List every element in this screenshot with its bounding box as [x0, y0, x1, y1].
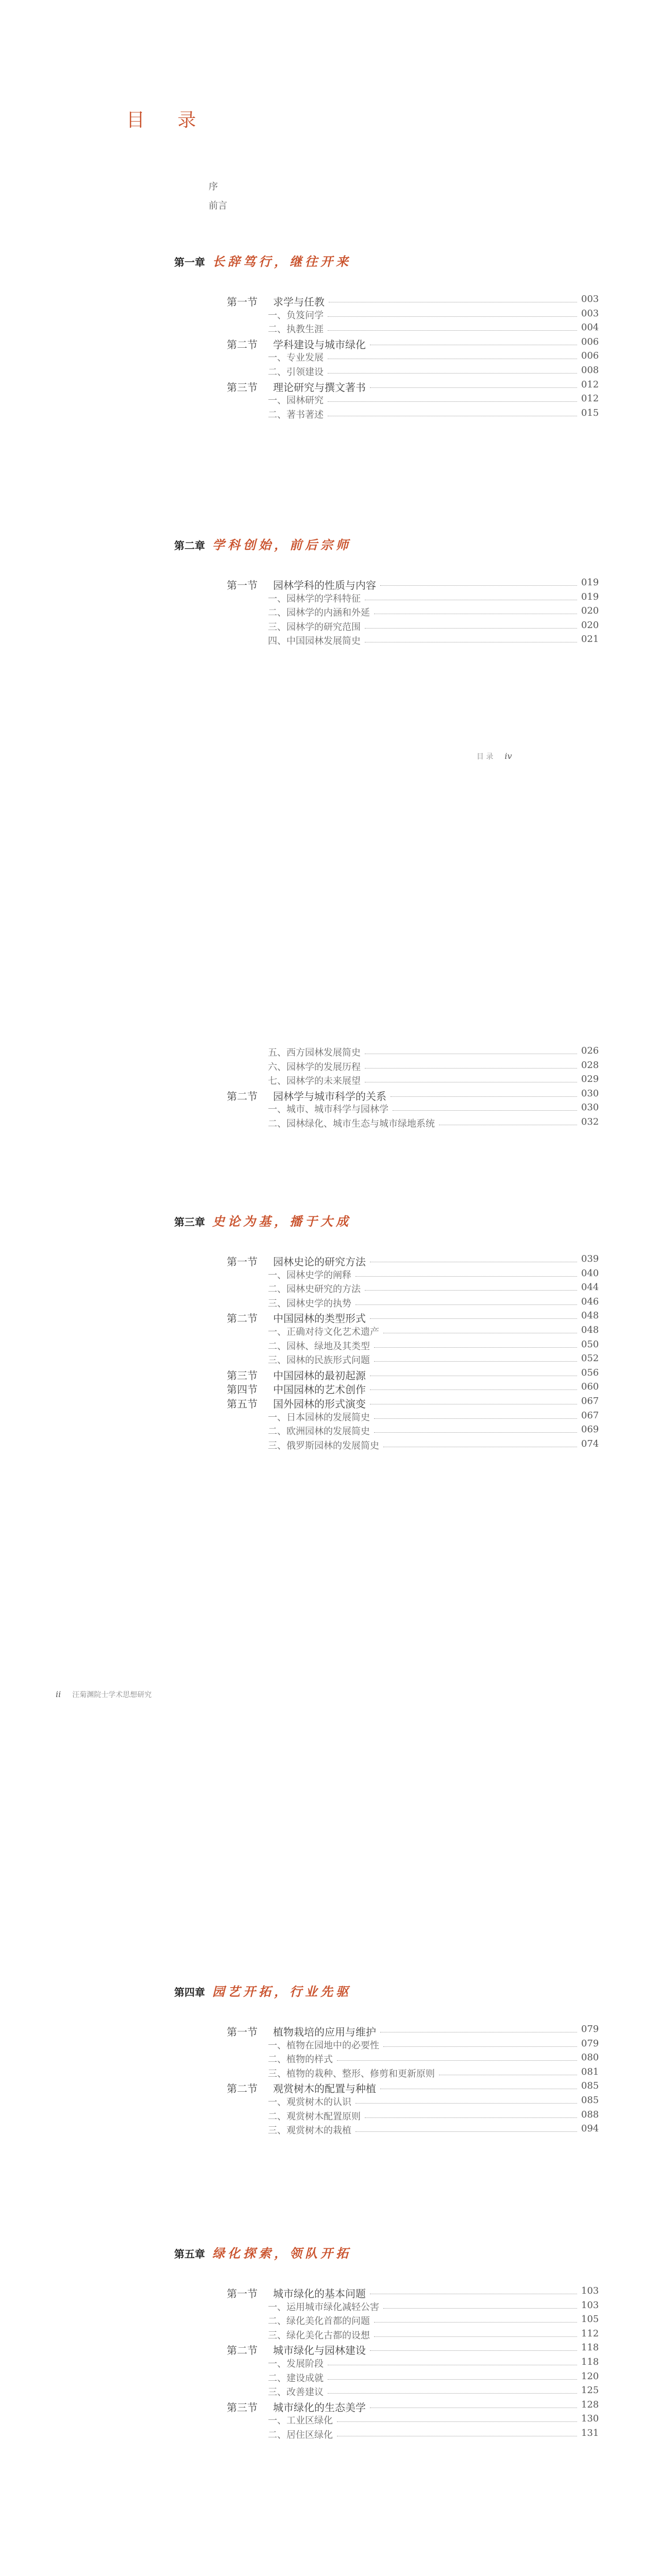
- toc-entry[interactable]: [0, 1268, 661, 1283]
- page-number: 120: [581, 2370, 599, 2382]
- dot-leader: [355, 1304, 577, 1305]
- chapter-title: 绿化探索，领队开拓: [212, 2246, 351, 2261]
- toc-entry[interactable]: [0, 605, 661, 621]
- dot-leader: [328, 316, 577, 317]
- page-number: 019: [581, 577, 599, 588]
- page-number: 048: [581, 1310, 599, 1321]
- chapter-title: 史论为基，播于大成: [212, 1214, 351, 1229]
- page-folio: [477, 751, 512, 761]
- section-number: 第三节: [227, 2401, 258, 2414]
- toc-entry[interactable]: [0, 2024, 661, 2039]
- section-number: 第三节: [227, 1369, 258, 1382]
- toc-entry[interactable]: [0, 620, 661, 635]
- section-number: 第三节: [227, 381, 258, 394]
- section-number: 第二节: [227, 2344, 258, 2357]
- folio-number: ii: [56, 1689, 61, 1699]
- toc-entry[interactable]: [0, 1296, 661, 1312]
- toc-entry[interactable]: [0, 1381, 661, 1397]
- section-title: 学科建设与城市绿化: [273, 338, 366, 351]
- page-number: 021: [581, 634, 599, 645]
- section-title: 植物栽培的应用与维护: [273, 2026, 376, 2038]
- subsection-title: 二、植物的样式: [268, 2054, 333, 2065]
- subsection-title: 三、植物的栽种、整形、修剪和更新原则: [268, 2068, 435, 2079]
- page-number: 103: [581, 2285, 599, 2296]
- subsection-title: 三、园林史学的执势: [268, 1298, 351, 1309]
- page-number: 006: [581, 336, 599, 347]
- page-number: 069: [581, 1424, 599, 1435]
- page-number: 015: [581, 407, 599, 418]
- subsection-title: 四、中国园林发展简史: [268, 636, 361, 647]
- toc-entry[interactable]: [0, 2413, 661, 2429]
- section-title: 观赏树木的配置与种植: [273, 2082, 376, 2095]
- dot-leader: [391, 1096, 577, 1097]
- section-title: 园林学与城市科学的关系: [273, 1090, 386, 1103]
- dot-leader: [383, 2308, 577, 2309]
- section-number: 第一节: [227, 579, 258, 591]
- page-number: 003: [581, 308, 599, 319]
- toc-entry[interactable]: [0, 2428, 661, 2443]
- toc-entry[interactable]: [0, 1088, 661, 1104]
- toc-entry[interactable]: [0, 1116, 661, 1132]
- toc-entry[interactable]: [0, 634, 661, 649]
- section-title: 理论研究与撰文著书: [273, 381, 366, 394]
- page-number: 079: [581, 2024, 599, 2035]
- page-number: 039: [581, 1253, 599, 1264]
- chapter-2-heading[interactable]: [174, 535, 351, 553]
- page-number: 006: [581, 350, 599, 362]
- page-number: 020: [581, 619, 599, 631]
- toc-entry[interactable]: [0, 1074, 661, 1089]
- toc-entry[interactable]: [0, 1438, 661, 1454]
- subsection-title: 一、运用城市绿化减轻公害: [268, 2301, 379, 2313]
- toc-entry[interactable]: [0, 1102, 661, 1117]
- section-title: 园林学科的性质与内容: [273, 579, 376, 591]
- toc-entry[interactable]: [0, 1410, 661, 1426]
- page-number: 056: [581, 1367, 599, 1378]
- toc-entry[interactable]: [0, 336, 661, 352]
- page-number: 105: [581, 2314, 599, 2325]
- page-number: 088: [581, 2109, 599, 2120]
- dot-leader: [374, 1432, 577, 1433]
- dot-leader: [370, 1389, 577, 1390]
- chapter-number: 第二章: [174, 539, 205, 552]
- section-number: 第一节: [227, 296, 258, 308]
- dot-leader: [370, 1318, 577, 1319]
- dot-leader: [328, 373, 577, 374]
- page-1: [0, 0, 661, 938]
- toc-entry[interactable]: [0, 350, 661, 366]
- dot-leader: [337, 2060, 577, 2061]
- subsection-title: 二、绿化美化首都的问题: [268, 2316, 370, 2327]
- chapter-number: 第五章: [174, 2248, 205, 2260]
- subsection-title: 二、园林学的内涵和外延: [268, 607, 370, 619]
- page-number: 081: [581, 2066, 599, 2077]
- section-title: 求学与任教: [273, 296, 325, 308]
- subsection-title: 三、俄罗斯园林的发展简史: [268, 1440, 379, 1451]
- page-number: 019: [581, 591, 599, 602]
- subsection-title: 三、园林的民族形式问题: [268, 1355, 370, 1366]
- section-number: 第二节: [227, 338, 258, 351]
- section-number: 第二节: [227, 2082, 258, 2095]
- toc-title: 目 录: [126, 110, 210, 131]
- page-number: 130: [581, 2413, 599, 2425]
- dot-leader: [365, 628, 577, 629]
- subsection-title: 三、改善建议: [268, 2387, 324, 2398]
- page-number: 030: [581, 1088, 599, 1099]
- subsection-title: 二、观赏树木配置原则: [268, 2111, 361, 2122]
- folio-number: iv: [504, 751, 512, 761]
- page-number: 125: [581, 2385, 599, 2396]
- toc-entry[interactable]: [0, 1060, 661, 1075]
- subsection-title: 一、日本园林的发展简史: [268, 1412, 370, 1423]
- dot-leader: [328, 2379, 577, 2380]
- section-number: 第五节: [227, 1398, 258, 1410]
- chapter-number: 第三章: [174, 1216, 205, 1228]
- dot-leader: [374, 2322, 577, 2323]
- page-number: 032: [581, 1116, 599, 1127]
- page-number: 052: [581, 1353, 599, 1364]
- dot-leader: [374, 1361, 577, 1362]
- page-number: 029: [581, 1074, 599, 1085]
- chapter-1-heading[interactable]: [174, 251, 351, 269]
- subsection-title: 一、负笈问学: [268, 310, 324, 321]
- chapter-title: 学科创始，前后宗师: [212, 537, 351, 552]
- section-title: 中国园林的类型形式: [273, 1312, 366, 1325]
- front-item-preface[interactable]: 序: [209, 181, 218, 192]
- page-number: 030: [581, 1102, 599, 1113]
- subsection-title: 二、园林绿化、城市生态与城市绿地系统: [268, 1118, 435, 1129]
- section-title: 城市绿化的基本问题: [273, 2287, 366, 2300]
- page-number: 008: [581, 365, 599, 376]
- subsection-title: 六、园林学的发展历程: [268, 1061, 361, 1073]
- page-number: 048: [581, 1325, 599, 1335]
- subsection-title: 二、建设成就: [268, 2372, 324, 2384]
- dot-leader: [355, 2131, 577, 2132]
- dot-leader: [374, 2336, 577, 2337]
- page-number: 060: [581, 1381, 599, 1393]
- toc-entry[interactable]: [0, 1396, 661, 1411]
- subsection-title: 一、城市、城市科学与园林学: [268, 1104, 388, 1115]
- toc-entry[interactable]: [0, 591, 661, 607]
- dot-leader: [370, 2350, 577, 2351]
- toc-entry[interactable]: [0, 393, 661, 409]
- page-number: 094: [581, 2123, 599, 2134]
- section-title: 中国园林的艺术创作: [273, 1383, 366, 1396]
- toc-entry[interactable]: [0, 2328, 661, 2344]
- chapter-title: 园艺开拓，行业先驱: [212, 1984, 351, 1999]
- toc-entry[interactable]: [0, 2285, 661, 2301]
- subsection-title: 五、西方园林发展简史: [268, 1047, 361, 1058]
- page-number: 079: [581, 2038, 599, 2049]
- chapter-number: 第四章: [174, 1986, 205, 1998]
- dot-leader: [374, 1418, 577, 1419]
- subsection-title: 一、植物在园地中的必要性: [268, 2040, 379, 2051]
- section-title: 园林史论的研究方法: [273, 1256, 366, 1268]
- toc-entry[interactable]: [0, 294, 661, 309]
- page-number: 103: [581, 2299, 599, 2311]
- toc-entry[interactable]: [0, 2385, 661, 2400]
- page-number: 118: [581, 2357, 599, 2367]
- toc-entry[interactable]: [0, 1424, 661, 1439]
- section-title: 中国园林的最初起源: [273, 1369, 366, 1382]
- dot-leader: [328, 2393, 577, 2394]
- toc-entry[interactable]: [0, 2095, 661, 2110]
- dot-leader: [328, 401, 577, 402]
- chapter-3-heading[interactable]: [174, 1211, 351, 1229]
- folio-text: 汪菊渊院士学术思想研究: [72, 1691, 152, 1699]
- page-number: 026: [581, 1045, 599, 1056]
- page-folio: [56, 1689, 151, 1700]
- toc-entry[interactable]: [0, 2399, 661, 2415]
- toc-entry[interactable]: [0, 2038, 661, 2054]
- chapter-5-heading[interactable]: [174, 2243, 351, 2261]
- toc-entry[interactable]: [0, 308, 661, 324]
- page-number: 080: [581, 2052, 599, 2063]
- toc-entry[interactable]: [0, 1253, 661, 1269]
- dot-leader: [370, 387, 577, 388]
- toc-entry[interactable]: [0, 2357, 661, 2372]
- subsection-title: 三、园林学的研究范围: [268, 621, 361, 633]
- subsection-title: 二、欧洲园林的发展简史: [268, 1426, 370, 1437]
- subsection-title: 一、发展阶段: [268, 2359, 324, 2369]
- dot-leader: [374, 1347, 577, 1348]
- page-number: 003: [581, 294, 599, 304]
- subsection-title: 一、观赏树木的认识: [268, 2097, 351, 2108]
- subsection-title: 二、园林史研究的方法: [268, 1284, 361, 1295]
- subsection-title: 三、观赏树木的栽植: [268, 2125, 351, 2137]
- dot-leader: [355, 2103, 577, 2104]
- dot-leader: [337, 2421, 577, 2422]
- subsection-title: 二、园林、绿地及其类型: [268, 1341, 370, 1352]
- page-number: 020: [581, 605, 599, 617]
- toc-entry[interactable]: [0, 1045, 661, 1061]
- toc-entry[interactable]: [0, 365, 661, 380]
- folio-text: 目 录: [477, 753, 494, 761]
- page-2: [0, 937, 661, 1875]
- page-number: 004: [581, 322, 599, 333]
- dot-leader: [328, 330, 577, 331]
- section-title: 城市绿化与园林建设: [273, 2344, 366, 2357]
- front-item-foreword[interactable]: 前言: [209, 200, 227, 211]
- toc-entry[interactable]: [0, 1282, 661, 1297]
- toc-entry[interactable]: [0, 1325, 661, 1340]
- toc-entry[interactable]: [0, 2066, 661, 2082]
- page-number: 128: [581, 2399, 599, 2410]
- subsection-title: 一、专业发展: [268, 352, 324, 364]
- page-number: 012: [581, 393, 599, 404]
- toc-entry[interactable]: [0, 322, 661, 337]
- page-number: 112: [581, 2328, 599, 2339]
- subsection-title: 一、园林研究: [268, 395, 324, 406]
- page-number: 067: [581, 1396, 599, 1406]
- subsection-title: 二、著书著述: [268, 409, 324, 420]
- dot-leader: [355, 1276, 577, 1277]
- chapter-title: 长辞笃行，继往开来: [212, 254, 351, 269]
- page-number: 040: [581, 1267, 599, 1279]
- dot-leader: [383, 2046, 577, 2047]
- subsection-title: 一、园林学的学科特征: [268, 593, 361, 604]
- dot-leader: [365, 1068, 577, 1069]
- toc-entry[interactable]: [0, 577, 661, 592]
- page-number: 046: [581, 1296, 599, 1307]
- section-number: 第一节: [227, 2287, 258, 2300]
- subsection-title: 二、执教生涯: [268, 324, 324, 335]
- section-title: 国外园林的形式演变: [273, 1398, 366, 1410]
- subsection-title: 一、工业区绿化: [268, 2415, 333, 2427]
- subsection-title: 二、居住区绿化: [268, 2430, 333, 2441]
- toc-entry[interactable]: [0, 1367, 661, 1383]
- toc-entry[interactable]: [0, 1353, 661, 1368]
- page-number: 085: [581, 2095, 599, 2106]
- page-number: 044: [581, 1282, 599, 1293]
- dot-leader: [393, 1110, 577, 1111]
- toc-entry[interactable]: [0, 2052, 661, 2067]
- section-number: 第四节: [227, 1383, 258, 1396]
- toc-entry[interactable]: [0, 2371, 661, 2386]
- page-number: 085: [581, 2080, 599, 2092]
- page-number: 131: [581, 2428, 599, 2438]
- subsection-title: 一、正确对待文化艺术遗产: [268, 1327, 379, 1337]
- page-number: 050: [581, 1338, 599, 1350]
- page-3: [0, 1874, 661, 2576]
- page-number: 118: [581, 2342, 599, 2353]
- subsection-title: 三、绿化美化古都的设想: [268, 2330, 370, 2341]
- toc-entry[interactable]: [0, 2123, 661, 2139]
- chapter-4-heading[interactable]: [174, 1981, 351, 1999]
- toc-entry[interactable]: [0, 2300, 661, 2315]
- subsection-title: 一、园林史学的阐释: [268, 1269, 351, 1281]
- dot-leader: [365, 1290, 577, 1291]
- page-number: 067: [581, 1410, 599, 1421]
- chapter-number: 第一章: [174, 256, 205, 268]
- toc-entry[interactable]: [0, 2080, 661, 2096]
- page-number: 012: [581, 379, 599, 390]
- page-number: 074: [581, 1438, 599, 1449]
- section-number: 第二节: [227, 1090, 258, 1103]
- toc-entry[interactable]: [0, 1339, 661, 1354]
- section-number: 第一节: [227, 2026, 258, 2038]
- section-title: 城市绿化的生态美学: [273, 2401, 366, 2414]
- page-number: 028: [581, 1059, 599, 1071]
- toc-entry[interactable]: [0, 379, 661, 395]
- dot-leader: [365, 2117, 577, 2118]
- toc-entry[interactable]: [0, 408, 661, 423]
- subsection-title: 七、园林学的未来展望: [268, 1076, 361, 1087]
- toc-entry[interactable]: [0, 2314, 661, 2329]
- section-number: 第二节: [227, 1312, 258, 1325]
- toc-entry[interactable]: [0, 1310, 661, 1326]
- toc-entry[interactable]: [0, 2109, 661, 2125]
- subsection-title: 二、引领建设: [268, 367, 324, 378]
- section-number: 第一节: [227, 1256, 258, 1268]
- dot-leader: [380, 585, 577, 586]
- toc-entry[interactable]: [0, 2342, 661, 2358]
